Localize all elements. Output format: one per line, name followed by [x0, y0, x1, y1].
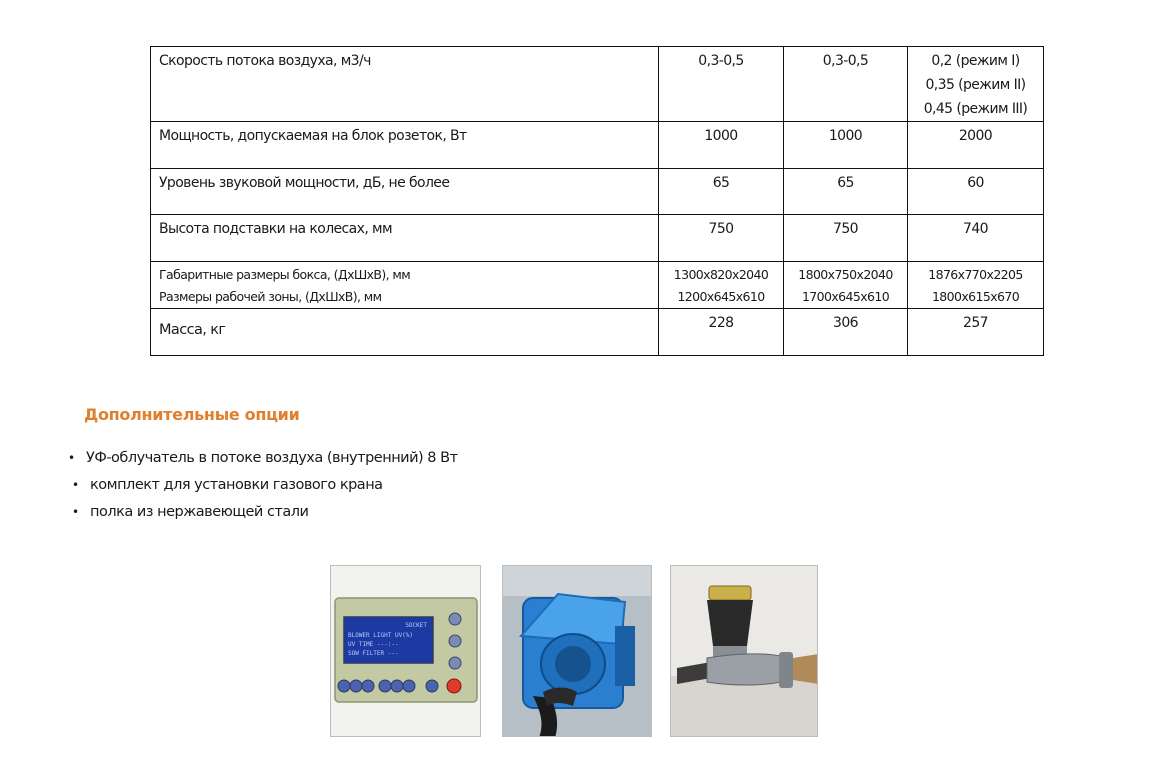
value-cell: 1000: [659, 122, 784, 169]
value-cell: 750: [659, 215, 784, 262]
table-row: [151, 262, 1044, 309]
value-cell: 60: [908, 169, 1044, 215]
list-item: • УФ-облучатель в потоке воздуха (внутренний) 8 Вт: [68, 445, 458, 472]
value-cell: 65: [659, 169, 784, 215]
value-cell: 750: [784, 215, 908, 262]
gas-valve-icon: [671, 566, 818, 737]
value-cell: 228: [659, 309, 784, 356]
value-cell: 0,3-0,5: [784, 47, 908, 122]
control-panel-photo: [330, 565, 481, 737]
spec-table: [150, 46, 1044, 356]
svg-text:BLOWER LIGHT UV(%): BLOWER LIGHT UV(%): [348, 632, 414, 639]
param-cell: Габаритные размеры бокса, (ДхШхВ), мм Размеры рабочей зоны, (ДхШхВ), мм: [151, 262, 659, 309]
gas-valve-photo: [670, 565, 818, 737]
table-row: [151, 122, 1044, 169]
bullet-icon: •: [72, 505, 79, 519]
value-cell: 2000: [908, 122, 1044, 169]
param-cell: Уровень звуковой мощности, дБ, не более: [151, 169, 659, 215]
param-cell: Скорость потока воздуха, м3/ч: [151, 47, 659, 122]
param-cell: Мощность, допускаемая на блок розеток, Вт: [151, 122, 659, 169]
value-cell: 0,2 (режим I) 0,35 (режим II) 0,45 (режим III): [908, 47, 1044, 122]
power-socket-icon: [503, 566, 652, 737]
param-cell: Масса, кг: [151, 309, 659, 356]
value-cell: 1800x750x2040 1700x645x610: [784, 262, 908, 309]
svg-text:UV TIME ---:--: UV TIME ---:--: [348, 641, 399, 648]
value-cell: 0,3-0,5: [659, 47, 784, 122]
table-row: [151, 169, 1044, 215]
param-cell: Высота подставки на колесах, мм: [151, 215, 659, 262]
list-item: • комплект для установки газового крана: [68, 472, 458, 499]
list-item: • полка из нержавеющей стали: [68, 499, 458, 526]
table-row: [151, 309, 1044, 356]
value-cell: 740: [908, 215, 1044, 262]
bullet-icon: •: [72, 478, 79, 492]
options-heading: Дополнительные опции: [84, 405, 300, 424]
control-panel-icon: [331, 566, 481, 737]
socket-photo: [502, 565, 652, 737]
options-list: [68, 445, 458, 526]
value-cell: 65: [784, 169, 908, 215]
value-cell: 1300x820x2040 1200x645x610: [659, 262, 784, 309]
svg-text:SOCKET: SOCKET: [405, 622, 427, 629]
value-cell: 1000: [784, 122, 908, 169]
bullet-icon: •: [68, 451, 75, 465]
value-cell: 257: [908, 309, 1044, 356]
svg-text:SOW FILTER ---: SOW FILTER ---: [348, 650, 399, 657]
table-row: [151, 47, 1044, 122]
value-cell: 306: [784, 309, 908, 356]
value-cell: 1876x770x2205 1800x615x670: [908, 262, 1044, 309]
table-row: [151, 215, 1044, 262]
